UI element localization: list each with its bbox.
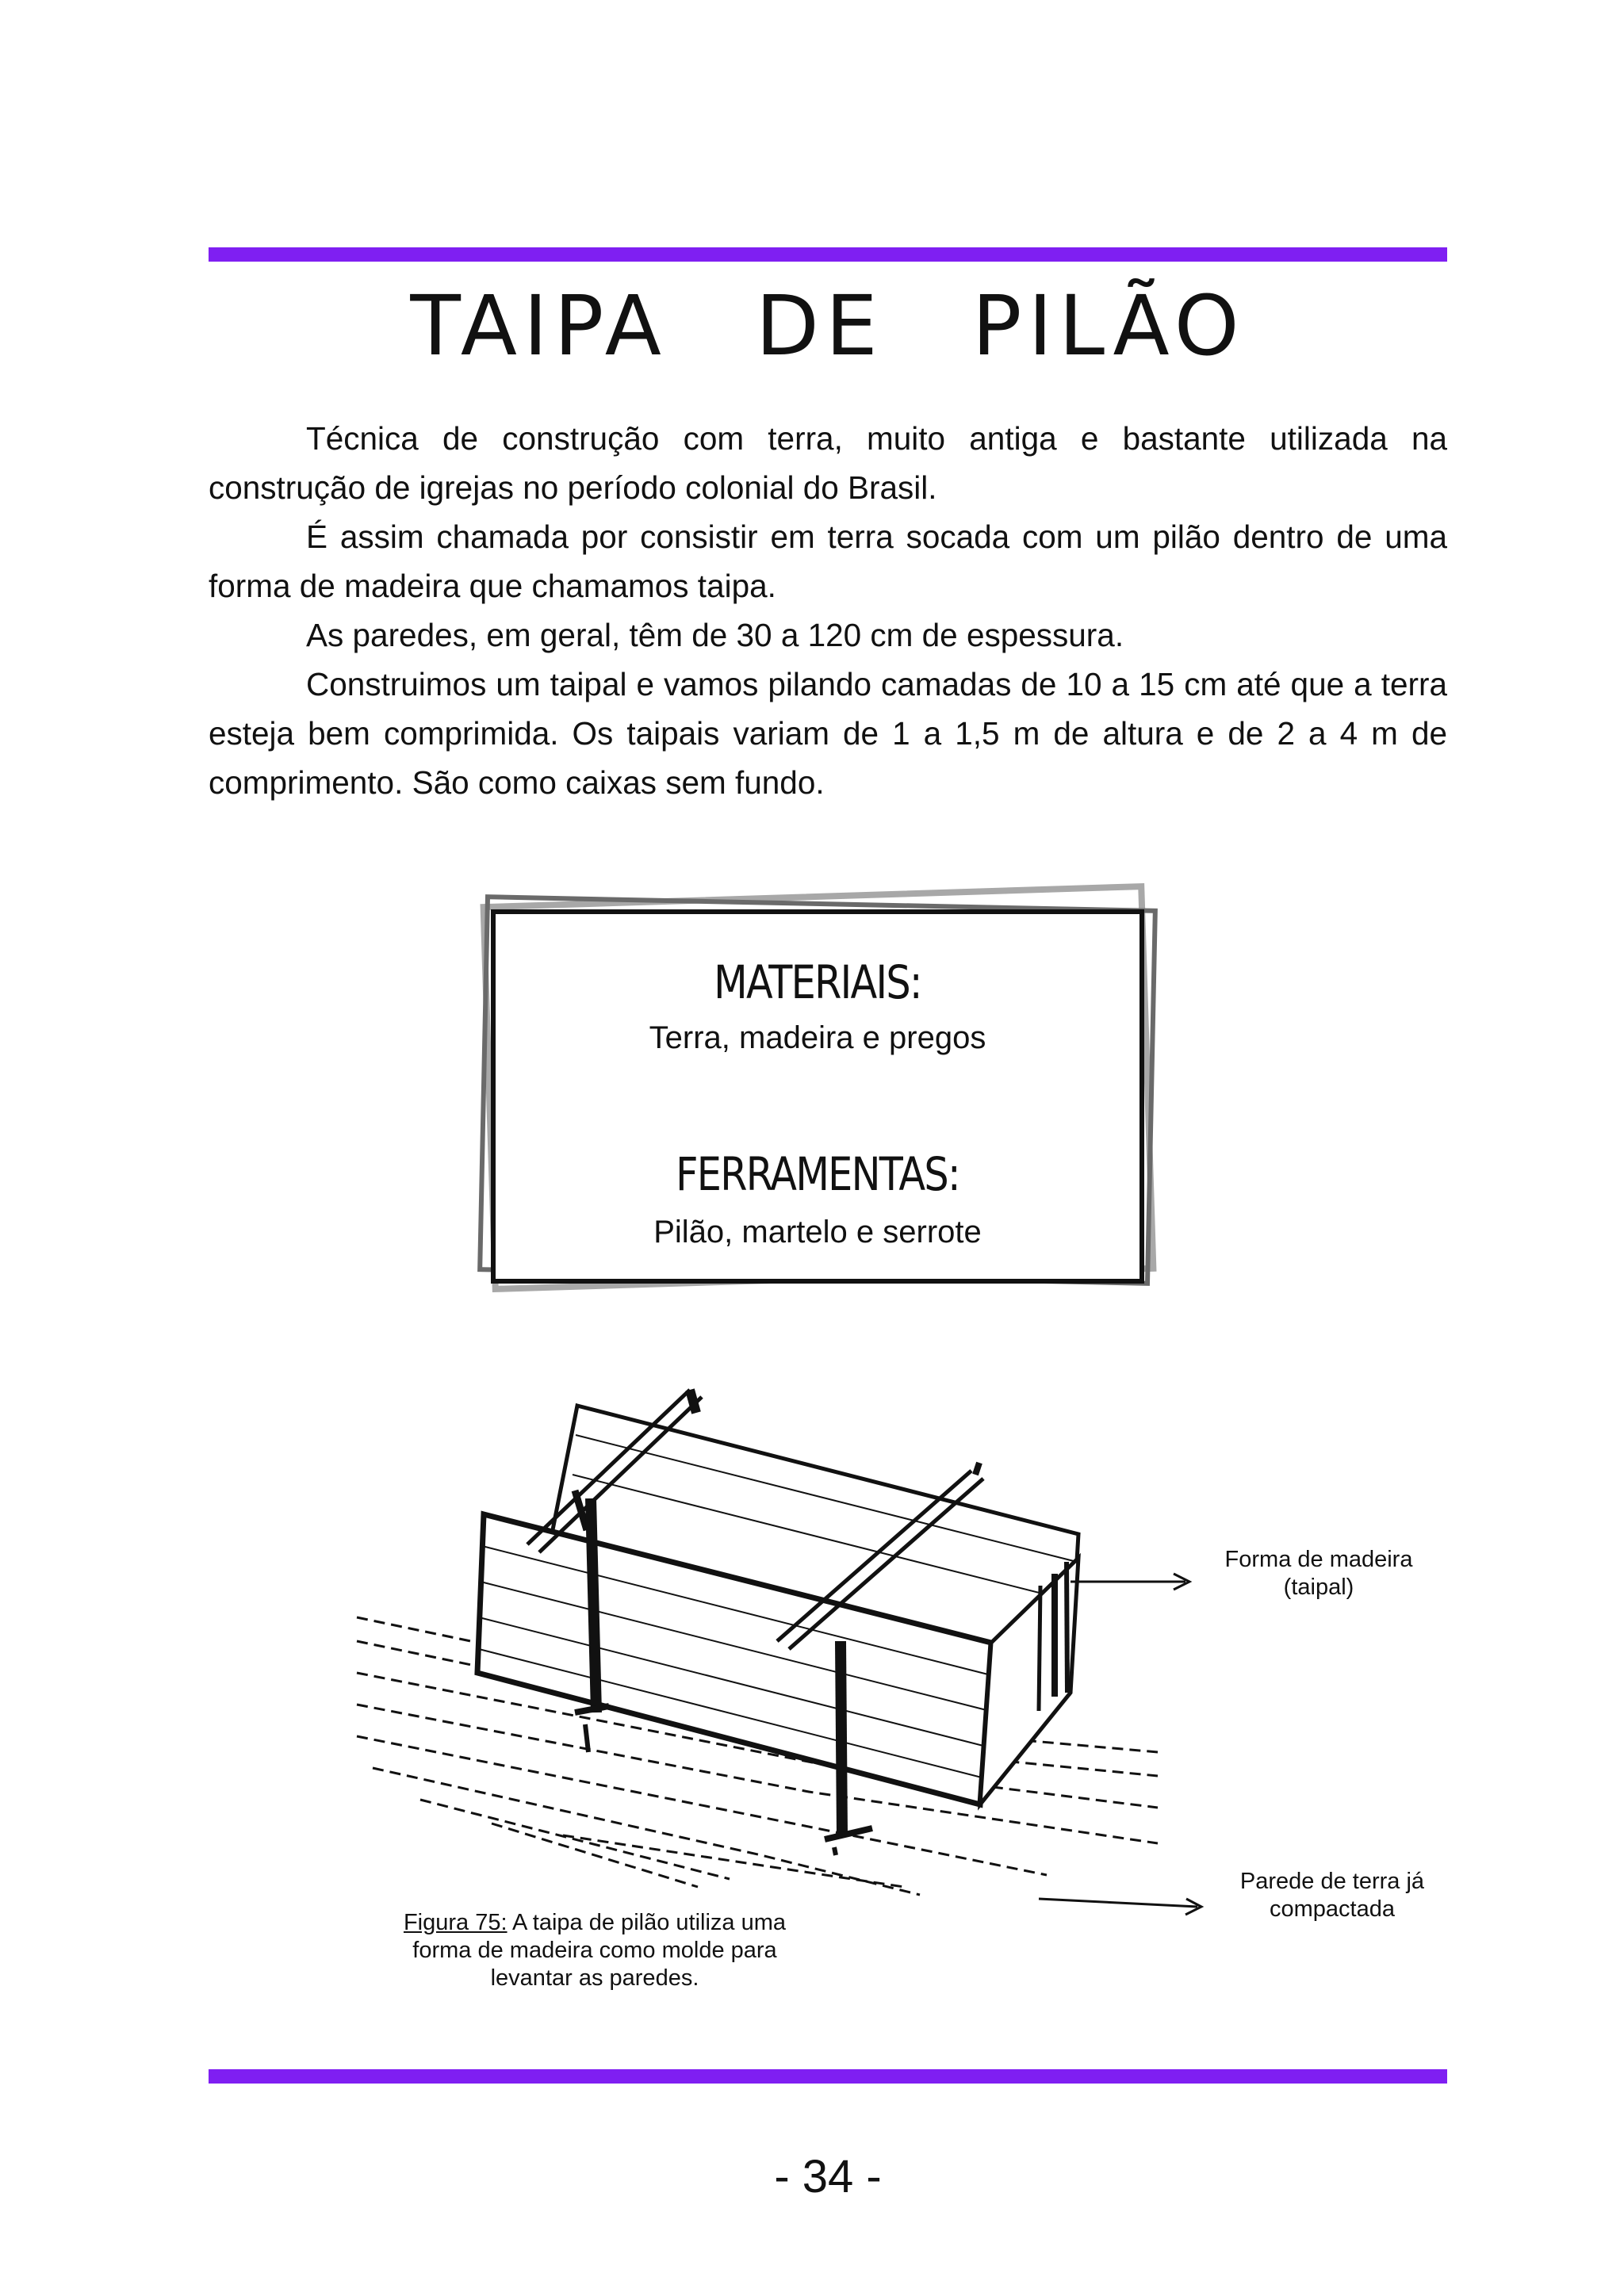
arrow-to-formwork <box>1071 1574 1189 1590</box>
top-accent-rule <box>209 247 1447 262</box>
arrow-to-earth-wall <box>1039 1899 1201 1915</box>
figure-caption <box>373 1909 817 1992</box>
callout-formwork-line1: Forma de madeira <box>1224 1547 1413 1572</box>
bottom-accent-rule <box>209 2069 1447 2084</box>
callout-formwork <box>1204 1546 1434 1601</box>
box-content <box>491 909 1144 1284</box>
figure-caption-text: A taipa de pilão utiliza uma forma de madeira como molde para levantar as paredes. <box>412 1910 787 1991</box>
page-number: - 34 - <box>774 2151 882 2202</box>
paragraph-2: É assim chamada por consistir em terra socada com um pilão dentro de uma forma de madeira que chamamos taipa. <box>209 519 1447 604</box>
callout-earth-wall-line1: Parede de terra já <box>1239 1869 1425 1894</box>
callout-earth-wall-line2: compactada <box>1270 1896 1395 1922</box>
tools-heading: FERRAMENTAS: <box>676 1147 959 1201</box>
paragraph-3: As paredes, em geral, têm de 30 a 120 cm de espessura. <box>306 617 1124 653</box>
materials-heading: MATERIAIS: <box>714 955 921 1009</box>
tools-text: Pilão, martelo e serrote <box>653 1215 982 1249</box>
callout-earth-wall <box>1213 1868 1451 1923</box>
rammed-earth-formwork-illustration <box>349 1380 1253 1934</box>
figure-caption-label: Figura 75: <box>403 1910 508 1935</box>
page-title: TAIPA DE PILÃO <box>410 277 1246 374</box>
paragraph-4: Construimos um taipal e vamos pilando camadas de 10 a 15 cm até que a terra esteja bem comprimida. Os taipais variam de 1 a 1,5 m de altura e de 2 a 4 m de comprimento. São como caixas sem fundo. <box>209 666 1447 801</box>
materials-text: Terra, madeira e pregos <box>649 1020 986 1055</box>
callout-formwork-line2: (taipal) <box>1283 1575 1354 1600</box>
body-text <box>209 414 1447 807</box>
materials-tools-box <box>472 884 1162 1304</box>
paragraph-1: Técnica de construção com terra, muito antiga e bastante utilizada na construção de igrejas no período colonial do Brasil. <box>209 420 1447 506</box>
